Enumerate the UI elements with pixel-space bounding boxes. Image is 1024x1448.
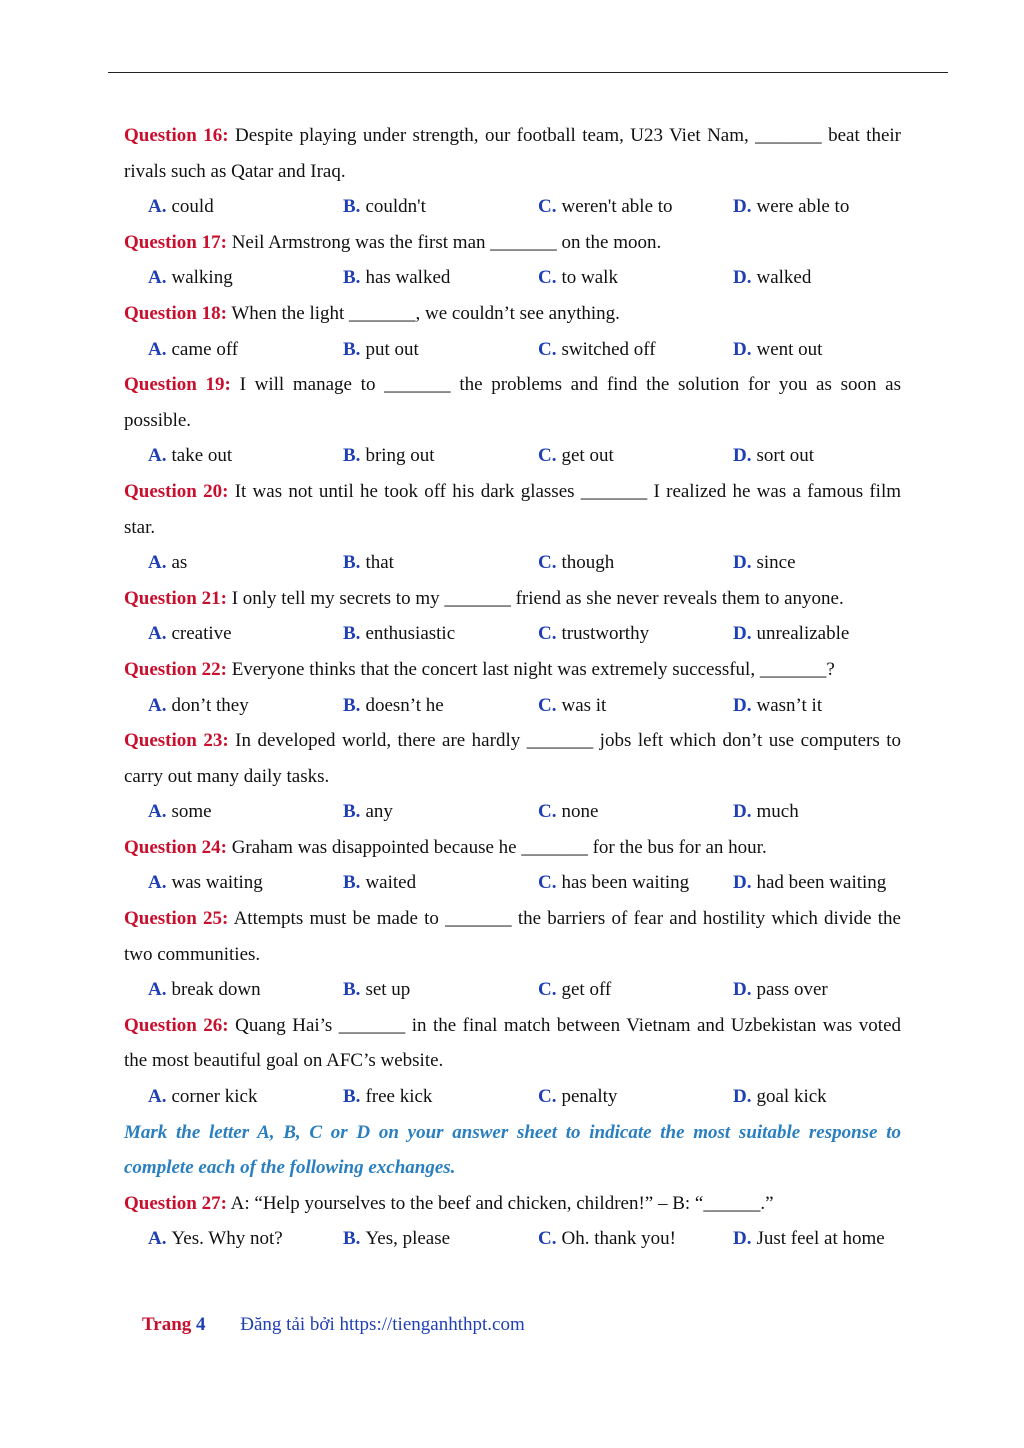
- question-block: [124, 652, 901, 723]
- option-letter: A.: [148, 267, 167, 289]
- option-text: weren't able to: [561, 196, 673, 218]
- question-label: Question 18:: [124, 302, 227, 324]
- option-text: trustworthy: [561, 623, 650, 645]
- answer-option: [343, 332, 538, 368]
- page-label: Trang: [142, 1314, 192, 1335]
- question-stem: [124, 723, 901, 794]
- option-text: came off: [171, 338, 239, 360]
- option-letter: C.: [538, 1228, 557, 1250]
- answer-option: [733, 1079, 827, 1115]
- question-label: Question 27:: [124, 1192, 227, 1214]
- option-letter: C.: [538, 445, 557, 467]
- answer-options: [124, 332, 901, 368]
- answer-option: [343, 1079, 538, 1115]
- option-text: bring out: [365, 445, 435, 467]
- answer-options: [124, 794, 901, 830]
- question-text: Everyone thinks that the concert last night was extremely successful, _______?: [231, 658, 835, 680]
- question-text: Graham was disappointed because he _______ for the bus for an hour.: [231, 836, 767, 858]
- upload-credit: Đăng tải bởi https://tienganhthpt.com: [240, 1314, 525, 1335]
- question-text: It was not until he took off his dark glasses _______ I realized he was a famous film star.: [124, 480, 902, 538]
- answer-options: [124, 972, 901, 1008]
- question-text: When the light _______, we couldn’t see anything.: [231, 302, 620, 324]
- option-text: none: [561, 801, 599, 823]
- option-text: though: [561, 552, 615, 574]
- option-text: waited: [365, 872, 417, 894]
- answer-option: [148, 616, 343, 652]
- option-letter: C.: [538, 623, 557, 645]
- question-label: Question 21:: [124, 587, 227, 609]
- option-text: switched off: [561, 338, 656, 360]
- answer-option: [148, 794, 343, 830]
- option-text: Oh. thank you!: [561, 1228, 676, 1250]
- option-letter: A.: [148, 1086, 167, 1108]
- option-text: put out: [365, 338, 419, 360]
- question-label: Question 20:: [124, 480, 229, 502]
- option-text: was it: [561, 694, 607, 716]
- answer-option: [538, 616, 733, 652]
- option-letter: D.: [733, 338, 752, 360]
- answer-option: [343, 260, 538, 296]
- option-letter: C.: [538, 872, 557, 894]
- answer-options: [124, 260, 901, 296]
- section-instruction: Mark the letter A, B, C or D on your answer sheet to indicate the most suitable response to complete each of the following exchanges.: [124, 1121, 901, 1179]
- option-text: break down: [171, 979, 261, 1001]
- question-text: Despite playing under strength, our football team, U23 Viet Nam, _______ beat their rivals such as Qatar and Iraq.: [124, 125, 901, 182]
- option-letter: D.: [733, 1228, 752, 1250]
- question-stem: [124, 581, 901, 617]
- answer-option: [733, 865, 886, 901]
- answer-option: [148, 260, 343, 296]
- option-letter: B.: [343, 979, 361, 1001]
- option-text: Yes, please: [365, 1228, 451, 1250]
- answer-option: [148, 688, 343, 724]
- option-text: Just feel at home: [756, 1228, 885, 1250]
- option-text: as: [171, 552, 188, 574]
- question-stem: [124, 296, 901, 332]
- question-label: Question 23:: [124, 730, 229, 752]
- option-letter: D.: [733, 552, 752, 574]
- answer-option: [538, 189, 733, 225]
- answer-options: [124, 1079, 901, 1115]
- option-text: had been waiting: [756, 872, 887, 894]
- option-text: doesn’t he: [365, 694, 444, 716]
- question-stem: [124, 1186, 901, 1222]
- option-text: has walked: [365, 267, 451, 289]
- option-text: set up: [365, 979, 411, 1001]
- option-letter: B.: [343, 196, 361, 218]
- option-letter: A.: [148, 445, 167, 467]
- answer-option: [733, 189, 849, 225]
- answer-options: [124, 616, 901, 652]
- option-letter: B.: [343, 623, 361, 645]
- answer-options: [124, 545, 901, 581]
- option-text: enthusiastic: [365, 623, 456, 645]
- page-number: 4: [196, 1314, 206, 1335]
- option-text: walking: [171, 267, 233, 289]
- answer-option: [148, 972, 343, 1008]
- answer-option: [733, 332, 822, 368]
- answer-option: [343, 1221, 538, 1257]
- option-text: that: [365, 552, 394, 574]
- question-block: [124, 225, 901, 296]
- answer-option: [148, 545, 343, 581]
- option-letter: D.: [733, 623, 752, 645]
- option-text: since: [756, 552, 796, 574]
- option-text: unrealizable: [756, 623, 850, 645]
- option-letter: A.: [148, 338, 167, 360]
- question-list: [124, 118, 901, 1115]
- answer-option: [148, 1221, 343, 1257]
- page-footer: [142, 1314, 525, 1336]
- question-text: In developed world, there are hardly _______ jobs left which don’t use computers to carry out many daily tasks.: [124, 730, 901, 787]
- answer-option: [538, 260, 733, 296]
- option-letter: B.: [343, 1086, 361, 1108]
- answer-options: [124, 189, 901, 225]
- answer-option: [148, 189, 343, 225]
- option-letter: D.: [733, 979, 752, 1001]
- answer-option: [148, 332, 343, 368]
- option-letter: C.: [538, 979, 557, 1001]
- answer-option: [343, 545, 538, 581]
- question-stem: [124, 225, 901, 261]
- option-text: Yes. Why not?: [171, 1228, 283, 1250]
- question-label: Question 16:: [124, 125, 229, 146]
- question-text: Attempts must be made to _______ the barriers of fear and hostility which divide the two communities.: [124, 908, 901, 965]
- question-stem: [124, 367, 901, 438]
- option-letter: C.: [538, 267, 557, 289]
- option-text: creative: [171, 623, 232, 645]
- answer-option: [733, 794, 799, 830]
- option-text: sort out: [756, 445, 815, 467]
- answer-option: [538, 688, 733, 724]
- option-text: get out: [561, 445, 614, 467]
- question-stem: [124, 652, 901, 688]
- answer-option: [343, 972, 538, 1008]
- answer-option: [733, 438, 814, 474]
- answer-option: [538, 1079, 733, 1115]
- option-letter: C.: [538, 338, 557, 360]
- option-text: wasn’t it: [756, 694, 823, 716]
- question-label: Question 19:: [124, 374, 231, 396]
- option-letter: D.: [733, 1086, 752, 1108]
- answer-option: [538, 972, 733, 1008]
- answer-option: [733, 616, 849, 652]
- option-letter: B.: [343, 801, 361, 823]
- option-text: pass over: [756, 979, 828, 1001]
- answer-option: [148, 865, 343, 901]
- question-stem: [124, 901, 901, 972]
- option-letter: A.: [148, 801, 167, 823]
- option-text: take out: [171, 445, 233, 467]
- option-letter: D.: [733, 445, 752, 467]
- option-letter: C.: [538, 694, 557, 716]
- question-label: Question 26:: [124, 1014, 229, 1036]
- option-text: went out: [756, 338, 823, 360]
- option-text: walked: [756, 267, 812, 289]
- question-text: Quang Hai’s _______ in the final match between Vietnam and Uzbekistan was voted the most beautiful goal on AFC’s website.: [124, 1014, 901, 1072]
- question-block: [124, 118, 901, 225]
- header-rule: [108, 72, 948, 73]
- option-letter: B.: [343, 445, 361, 467]
- answer-options: [124, 438, 901, 474]
- answer-option: [733, 972, 828, 1008]
- option-letter: C.: [538, 801, 557, 823]
- option-letter: A.: [148, 694, 167, 716]
- answer-option: [148, 438, 343, 474]
- option-text: don’t they: [171, 694, 249, 716]
- exam-content: [124, 118, 901, 1257]
- question-text: Neil Armstrong was the first man _______ on the moon.: [231, 231, 662, 253]
- option-text: get off: [561, 979, 612, 1001]
- answer-option: [733, 260, 811, 296]
- option-letter: A.: [148, 1228, 167, 1250]
- question-label: Question 22:: [124, 658, 227, 680]
- option-text: has been waiting: [561, 872, 690, 894]
- option-letter: D.: [733, 801, 752, 823]
- answer-option: [343, 438, 538, 474]
- option-letter: D.: [733, 267, 752, 289]
- option-text: could: [171, 196, 214, 218]
- option-letter: D.: [733, 694, 752, 716]
- option-letter: D.: [733, 872, 752, 894]
- question-block: [124, 723, 901, 830]
- option-letter: B.: [343, 338, 361, 360]
- answer-option: [538, 332, 733, 368]
- question-block: [124, 581, 901, 652]
- question-27-block: [124, 1186, 901, 1257]
- answer-options: [124, 865, 901, 901]
- option-text: were able to: [756, 196, 850, 218]
- question-label: Question 24:: [124, 836, 227, 858]
- option-letter: D.: [733, 196, 752, 218]
- answer-options: [124, 688, 901, 724]
- option-text: couldn't: [365, 196, 426, 218]
- answer-option: [733, 1221, 885, 1257]
- answer-option: [733, 688, 822, 724]
- answer-option: [343, 865, 538, 901]
- question-block: [124, 830, 901, 901]
- answer-option: [733, 545, 796, 581]
- answer-option: [148, 1079, 343, 1115]
- answer-option: [343, 688, 538, 724]
- question-block: [124, 296, 901, 367]
- option-letter: B.: [343, 267, 361, 289]
- option-text: penalty: [561, 1086, 618, 1108]
- option-letter: A.: [148, 872, 167, 894]
- question-stem: [124, 1008, 901, 1079]
- question-stem: [124, 118, 901, 189]
- answer-option: [538, 794, 733, 830]
- question-block: [124, 367, 901, 474]
- answer-options: [124, 1221, 901, 1257]
- answer-option: [538, 865, 733, 901]
- option-text: any: [365, 801, 393, 823]
- question-stem: [124, 474, 901, 545]
- option-text: goal kick: [756, 1086, 827, 1108]
- answer-option: [538, 1221, 733, 1257]
- option-text: to walk: [561, 267, 618, 289]
- option-letter: C.: [538, 1086, 557, 1108]
- question-label: Question 17:: [124, 231, 227, 253]
- option-text: some: [171, 801, 212, 823]
- option-text: was waiting: [171, 872, 263, 894]
- question-block: [124, 474, 901, 581]
- option-letter: B.: [343, 694, 361, 716]
- question-block: [124, 901, 901, 1008]
- question-text: A: “Help yourselves to the beef and chicken, children!” – B: “______.”: [230, 1192, 774, 1214]
- option-text: corner kick: [171, 1086, 258, 1108]
- option-letter: B.: [343, 552, 361, 574]
- option-letter: A.: [148, 552, 167, 574]
- option-letter: A.: [148, 196, 167, 218]
- answer-option: [343, 794, 538, 830]
- answer-option: [538, 545, 733, 581]
- answer-option: [343, 189, 538, 225]
- option-text: much: [756, 801, 799, 823]
- answer-option: [343, 616, 538, 652]
- question-text: I will manage to _______ the problems and find the solution for you as soon as possible.: [124, 374, 901, 431]
- question-block: [124, 1008, 901, 1115]
- option-letter: A.: [148, 623, 167, 645]
- answer-option: [538, 438, 733, 474]
- question-label: Question 25:: [124, 908, 229, 930]
- question-stem: [124, 830, 901, 866]
- option-letter: A.: [148, 979, 167, 1001]
- question-text: I only tell my secrets to my _______ friend as she never reveals them to anyone.: [231, 587, 844, 609]
- option-text: free kick: [365, 1086, 433, 1108]
- option-letter: B.: [343, 872, 361, 894]
- option-letter: C.: [538, 196, 557, 218]
- option-letter: B.: [343, 1228, 361, 1250]
- option-letter: C.: [538, 552, 557, 574]
